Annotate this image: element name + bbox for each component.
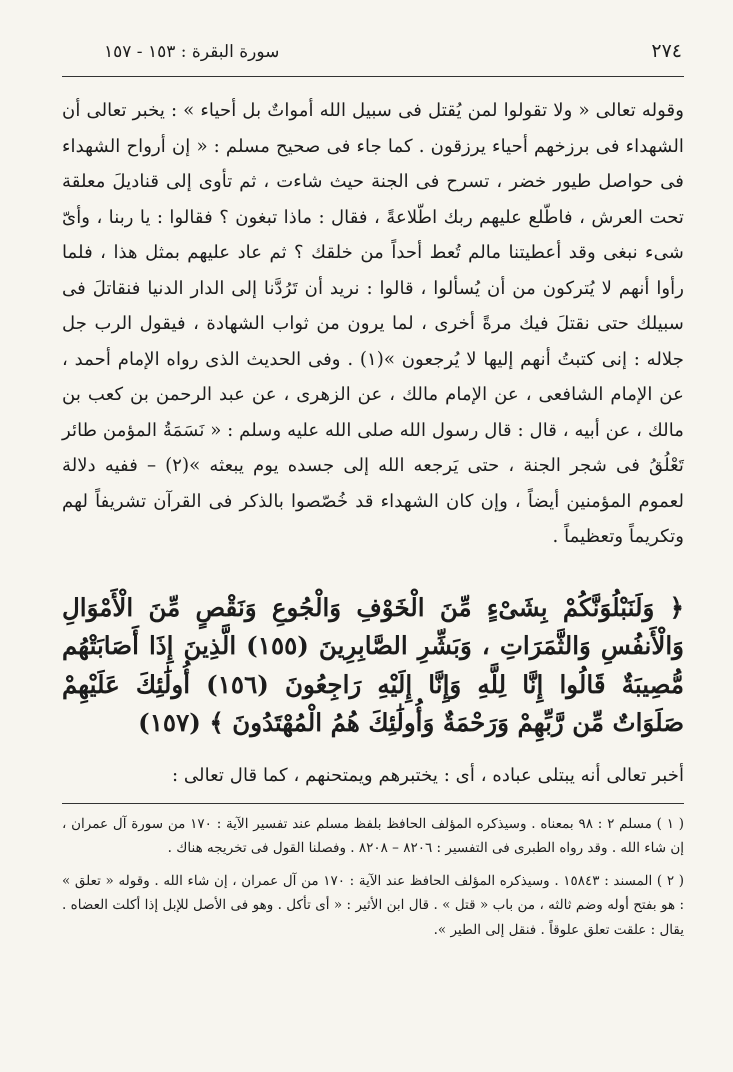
quran-verses: ﴿ وَلَنَبْلُوَنَّكُمْ بِشَىْءٍ مِّنَ الْخَوْفِ وَالْجُوعِ وَنَقْصٍ مِّنَ الْأَمْوَالِ وَالْأَنفُسِ وَالثَّمَرَاتِ ، وَبَشِّرِ الصَّابِرِينَ (١٥٥) الَّذِينَ إِذَا أَصَابَتْهُم مُّصِيبَةٌ قَالُوا إِنَّا لِلَّهِ وَإِنَّا إِلَيْهِ رَاجِعُونَ (١٥٦) أُولَٰئِكَ عَلَيْهِمْ صَلَوَاتٌ مِّن رَّبِّهِمْ وَرَحْمَةٌ وَأُولَٰئِكَ هُمُ الْمُهْتَدُونَ ﴾ (١٥٧): [62, 592, 684, 737]
page-header: [62, 40, 684, 77]
footnotes: [62, 803, 684, 943]
footnote-1: ( ١ ) مسلم ٢ : ٩٨ بمعناه . وسيذكره المؤلف الحافظ بلفظ مسلم عند تفسير الآية : ١٧٠ من سورة آل عمران ، إن شاء الله . وقد رواه الطبرى فى التفسير : ٨٢٠٦ – ٨٢٠٨ . وفصلنا القول فى تخريجه هناك .: [62, 815, 684, 856]
commentary-text: [62, 93, 684, 555]
commentary-paragraph: وقوله تعالى « ولا تقولوا لمن يُقتل فى سبيل الله أمواتٌ بل أحياء » : يخبر تعالى أن الشهداء فى برزخهم أحياء يرزقون . كما جاء فى صحيح مسلم : « إن أرواح الشهداء فى حواصل طيور خضر ، تسرح فى الجنة حيث شاءت ، ثم تأوى إلى قناديلَ معلقة تحت العرش ، فاطّلع عليهم ربك اطّلاعةً ، فقال : ماذا تبغون ؟ فقالوا : يا ربنا ، وأىّ شىء نبغى وقد أعطيتنا مالم تُعط أحداً من خلقك ؟ ثم عاد عليهم بمثل هذا ، فلما رأوا أنهم لا يُتركون من أن يُسألوا ، قالوا : نريد أن تَرُدَّنا إلى الدار الدنيا فنقاتلَ فى سبيلك حتى نقتلَ فيك مرةً أخرى ، لما يرون من ثواب الشهادة ، فيقول الرب جل جلاله : إنى كتبتُ أنهم إليها لا يُرجعون »(١) . وفى الحديث الذى رواه الإمام أحمد ، عن الإمام الشافعى ، عن الإمام مالك ، عن الزهرى ، عن عبد الرحمن بن كعب بن مالك ، عن أبيه ، قال : قال رسول الله صلى الله عليه وسلم : « نَسَمَةُ المؤمن طائر تَعْلُقُ فى شجر الجنة ، حتى يَرجعه الله إلى جسده يوم يبعثه »(٢) – ففيه دلالة لعموم المؤمنين أيضاً ، وإن كان الشهداء قد خُصّصوا بالذكر فى القرآن تشريفاً لهم وتكريماً وتعظيماً .: [62, 100, 684, 547]
running-title: سورة البقرة : ١٥٣ - ١٥٧: [104, 42, 280, 62]
footnote-2: ( ٢ ) المسند : ١٥٨٤٣ . وسيذكره المؤلف الحافظ عند الآية : ١٧٠ من آل عمران ، إن شاء الله . وقوله « تعلق » : هو بفتح أوله وضم ثالثه ، من باب « قتل » . قال ابن الأثير : « أى تأكل . وهو فى الأصل للإبل إذا أكلت العضاه . يقال : علقت تعلق علوقاً . فنقل إلى الطير ».: [62, 872, 684, 938]
continuation-text: أخبر تعالى أنه يبتلى عباده ، أى : يختبرهم ويمتحنهم ، كما قال تعالى :: [171, 764, 684, 786]
page-number: ٢٧٤: [651, 40, 682, 62]
book-page: [62, 40, 684, 950]
